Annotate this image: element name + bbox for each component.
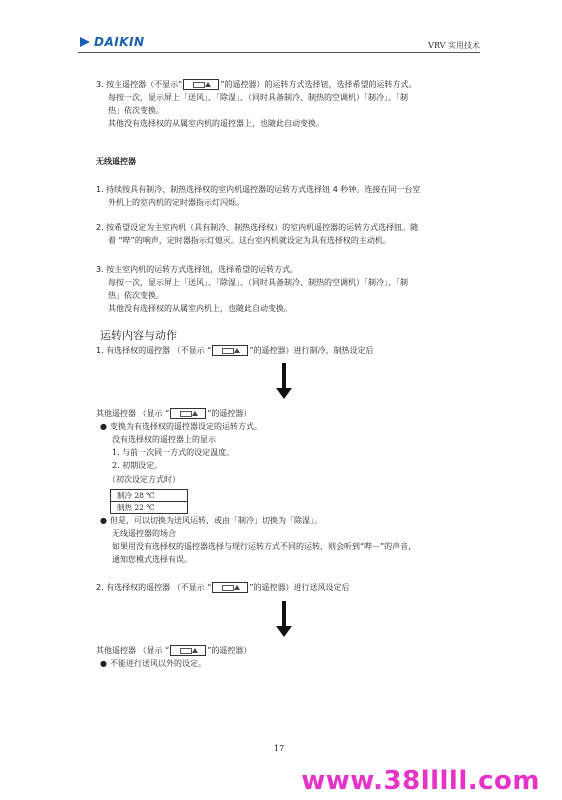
other-remote-line1: 其他遥控器 （显示 “ ”的遥控器）: [96, 409, 252, 418]
brand-name: DAIKIN: [94, 35, 145, 49]
fan-mode-display-icon: [212, 345, 248, 356]
step3-line2: 每按一次，显示屏上「送风」、「除湿」、（同时具备制冷、制热的空调机）「制冷」、「制: [108, 93, 408, 102]
operation-title: 运转内容与动作: [100, 329, 177, 342]
wireless-case-title: 无线遥控器的场合: [112, 529, 176, 538]
bullet-item-2: ● 但是，可以切换为送风运转，或由「制冷」切换为「除湿」。: [100, 516, 322, 525]
daikin-logo: [80, 35, 145, 49]
down-arrow-shaft: [282, 363, 286, 389]
down-arrow-icon: [276, 626, 292, 637]
bullet-icon: ●: [100, 659, 107, 668]
bullet-item-3: ● 不能进行送风以外的设定。: [100, 659, 206, 668]
step3-line3: 热」依次变换。: [108, 106, 164, 115]
bullet-icon: ●: [100, 516, 107, 525]
wireless-step3-line1: 3. 按主室内机的运转方式选择钮，选择希望的运转方式。: [96, 265, 299, 274]
operation-item2: 2. 有选择权的遥控器 （不显示 “ ”的遥控器）进行送风设定后: [96, 583, 350, 592]
table-row: [111, 490, 188, 502]
no-select-title: 没有选择权的遥控器上的显示: [112, 435, 216, 444]
initial-setting-label: （初次设定方式时）: [108, 475, 180, 484]
fan-mode-display-icon: [170, 645, 206, 656]
header-title: VRV 实用技术: [428, 41, 480, 50]
initial-modes-table: [110, 489, 188, 514]
wireless-step3-line2: 每按一次，显示屏上「送风」、「除湿」、（同时具备制冷、制热的空调机）「制冷」、「制: [108, 278, 408, 287]
wireless-step2-line2: 着 “哔”的响声，定时器指示灯熄灭。这台室内机就设定为具有选择权的主动机。: [108, 236, 391, 245]
bullet-item-1: ● 变换为有选择权的遥控器设定的运转方式。: [100, 422, 262, 431]
fan-mode-display-icon: [183, 79, 219, 90]
bullet-icon: ●: [100, 422, 107, 431]
no-select-item2: 2. 初期设定。: [112, 461, 163, 470]
wireless-step1-line2: 外机上的室内机的定时器指示灯闪烁。: [108, 198, 244, 207]
mode-cool: 制冷 28 ℃: [111, 490, 188, 502]
watermark: www.38lllll.com: [301, 766, 540, 796]
fan-mode-display-icon: [212, 582, 248, 593]
wireless-title: 无线遥控器: [96, 157, 136, 166]
other-remote-line2: 其他遥控器 （显示 “ ”的遥控器）: [96, 646, 252, 655]
table-row: [111, 502, 188, 514]
down-arrow-shaft: [282, 601, 286, 627]
daikin-logo-mark-icon: [80, 37, 92, 47]
step3-line1: 3. 按主遥控器（不显示“ ”的遥控器）的运转方式选择钮，选择希望的运转方式。: [96, 80, 417, 89]
wireless-case-line2: 通知您模式选择有误。: [112, 555, 192, 564]
down-arrow-icon: [276, 388, 292, 399]
wireless-step3-line3: 热」依次变换。: [108, 291, 164, 300]
header-divider: [78, 52, 480, 53]
page-number: 17: [274, 744, 285, 753]
step3-line4: 其他没有选择权的从属室内机的遥控器上，也随此自动变换。: [108, 119, 324, 128]
wireless-step2-line1: 2. 按希望设定为主室内机（具有制冷、制热选择权）的室内机遥控器的运转方式选择钮。随: [96, 223, 419, 232]
wireless-step1-line1: 1. 持续按具有制冷、制热选择权的室内机遥控器的运转方式选择钮 4 秒钟。连接在同一台室: [96, 185, 421, 194]
fan-mode-display-icon: [170, 408, 206, 419]
no-select-item1: 1. 与前一次同一方式的设定温度。: [112, 448, 235, 457]
operation-item1: 1. 有选择权的遥控器 （不显示 “ ”的遥控器）进行制冷、制热设定后: [96, 346, 374, 355]
wireless-step3-line4: 其他没有选择权的从属室内机上，也随此自动变换。: [108, 304, 292, 313]
wireless-case-line1: 如果用没有选择权的遥控器选择与现行运转方式不同的运转，则会听到“哔－”的声音，: [112, 542, 417, 551]
mode-heat: 制热 22 ℃: [111, 502, 188, 514]
